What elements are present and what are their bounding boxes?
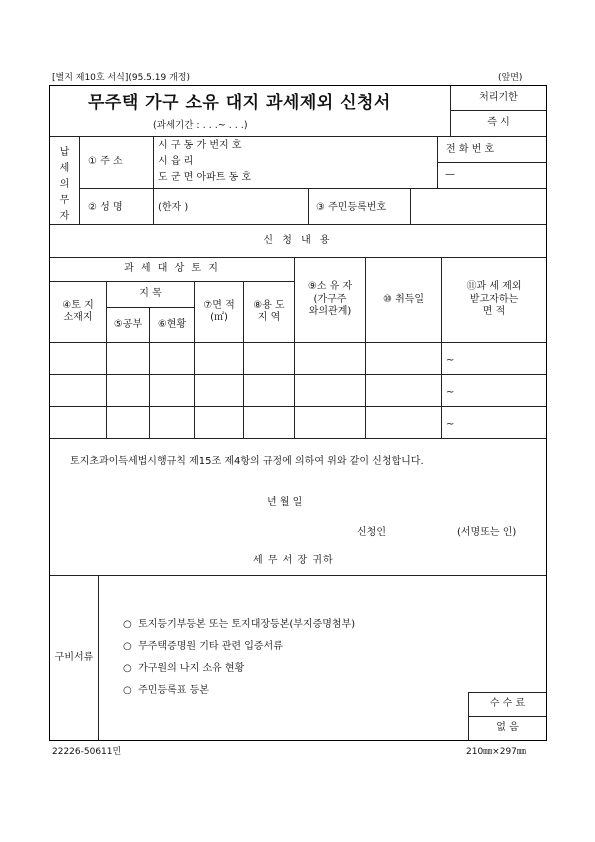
applicant-label: 신청인 xyxy=(357,527,386,538)
col-zoning: ⑧용 도 지 역 xyxy=(253,299,285,323)
document-item: ○ 토지등기부등본 또는 토지대장등본(부지증명첨부) xyxy=(123,619,356,630)
col-land-location: ④토 지 소재지 xyxy=(62,299,94,323)
documents-label: 구비서류 xyxy=(54,651,94,663)
request-section-title: 신 청 내 용 xyxy=(263,234,333,246)
page-side-label: (앞면) xyxy=(498,73,523,83)
resident-id-label: ③ 주민등록번호 xyxy=(316,202,387,213)
taxable-land-header: 과 세 대 상 토 지 xyxy=(124,263,220,275)
document-item: ○ 가구원의 나지 소유 현황 xyxy=(123,663,245,674)
processing-value: 즉 시 xyxy=(487,117,510,129)
taxpayer-label: 납 세 의 무 자 xyxy=(59,146,70,222)
address-line-1: 시 구 동 가 번지 호 xyxy=(158,140,242,151)
col-actual-status: ⑥현황 xyxy=(157,318,187,330)
paper-size: 210㎜×297㎜ xyxy=(466,747,526,757)
processing-label: 처리기한 xyxy=(479,91,518,103)
row-1-range-mark: ~ xyxy=(446,355,455,366)
fee-value: 없 음 xyxy=(496,722,519,734)
phone-value: — xyxy=(445,169,455,180)
form-reference: [별지 제10호 서식](95.5.19 개정) xyxy=(52,73,190,83)
address-line-2: 시 읍 리 xyxy=(158,156,194,167)
row-3-range-mark: ~ xyxy=(446,419,455,430)
date-line: 년 월 일 xyxy=(267,497,303,508)
address-label: ① 주 소 xyxy=(88,156,123,167)
document-item: ○ 무주택증명원 기타 관련 입증서류 xyxy=(123,641,283,652)
form-code: 22226-50611민 xyxy=(52,747,122,757)
address-line-3: 도 군 면 아파트 동 호 xyxy=(158,172,252,183)
fee-label: 수 수 료 xyxy=(489,698,526,710)
application-statement: 토지초과이득세법시행규칙 제15조 제4항의 규정에 의하여 위와 같이 신청합니다. xyxy=(70,456,424,467)
name-label: ② 성 명 xyxy=(88,202,123,213)
name-value: (한자 ) xyxy=(158,202,189,213)
form-title: 무주택 가구 소유 대지 과세제외 신청서 xyxy=(88,93,391,113)
col-area: ⑦면 적 (㎡) xyxy=(203,299,235,323)
col-acquired-date: ⑩ 취득일 xyxy=(382,293,425,305)
col-jimok: 지 목 xyxy=(139,288,162,300)
phone-label: 전 화 번 호 xyxy=(446,144,495,155)
col-exclusion-area: ⑪과 세 제외 받고자하는 면 적 xyxy=(466,281,522,318)
row-2-range-mark: ~ xyxy=(446,387,455,398)
col-owner: ⑨소 유 자 (가구주 와의관계) xyxy=(307,281,353,318)
addressee: 세 무 서 장 귀하 xyxy=(253,555,334,566)
tax-period: (과세기간 : . . .~ . . .) xyxy=(153,120,248,131)
document-item: ○ 주민등록표 등본 xyxy=(123,685,209,696)
signature-note: (서명또는 인) xyxy=(457,527,517,538)
col-public-record: ⑤공부 xyxy=(113,318,143,330)
